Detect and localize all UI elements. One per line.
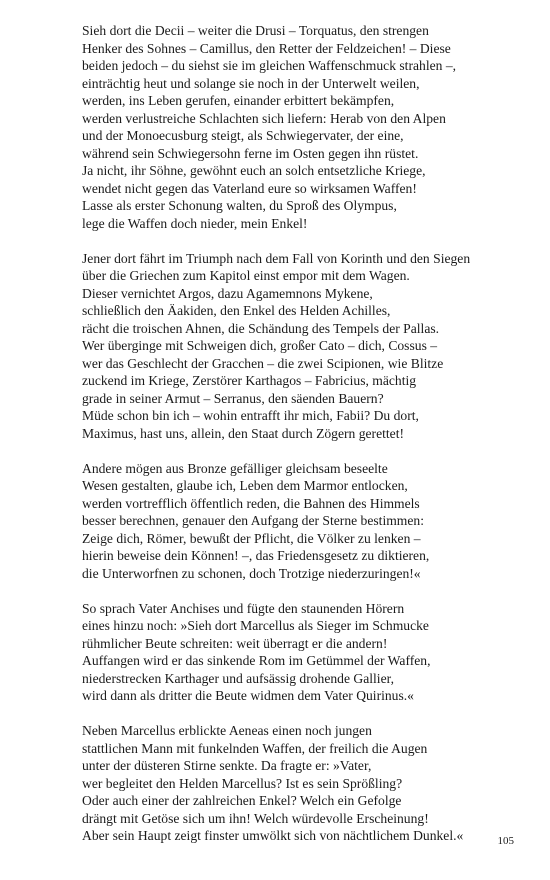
text-line: Zeige dich, Römer, bewußt der Pflicht, die Völker zu lenken – [82, 530, 421, 546]
text-line: wer begleitet den Helden Marcellus? Ist es sein Sprößling? [82, 775, 403, 791]
text-line: Neben Marcellus erblickte Aeneas einen noch jungen [82, 723, 372, 738]
text-line: Auffangen wird er das sinkende Rom im Getümmel der Waffen, [82, 653, 431, 668]
stanza [82, 22, 522, 232]
text-line: wer das Geschlecht der Gracchen – die zwei Scipionen, wie Blitze [82, 355, 444, 371]
text-line: Müde schon bin ich – wohin entrafft ihr mich, Fabii? Du dort, [82, 408, 419, 423]
text-line: die Unterworfnen zu schonen, doch Trotzige niederzuringen!« [82, 565, 421, 581]
text-line: So sprach Vater Anchises und fügte den staunenden Hörern [82, 600, 405, 616]
text-line: werden verlustreiche Schlachten sich liefern: Herab von den Alpen [82, 110, 446, 126]
text-line: Lasse als erster Schonung walten, du Sproß des Olympus, [82, 198, 397, 213]
text-line: rächt die troischen Ahnen, die Schändung des Tempels der Pallas. [82, 320, 440, 336]
text-line: Jener dort fährt im Triumph nach dem Fall von Korinth und den Siegen [82, 250, 471, 266]
text-line: drängt mit Getöse sich um ihn! Welch würdevolle Erscheinung! [82, 810, 429, 826]
text-line: Maximus, hast uns, allein, den Staat durch Zögern gerettet! [82, 425, 405, 441]
text-line: über die Griechen zum Kapitol einst empor mit dem Wagen. [82, 268, 410, 283]
text-line: wird dann als dritter die Beute widmen dem Vater Quirinus.« [82, 688, 414, 703]
text-line: rühmlicher Beute schreiten: weit überragt er die andern! [82, 635, 388, 651]
stanza [82, 600, 522, 705]
text-line: einträchtig heut und solange sie noch in der Unterwelt weilen, [82, 75, 420, 91]
stanza [82, 250, 522, 443]
text-line: werden, ins Leben gerufen, einander erbittert bekämpfen, [82, 93, 395, 108]
text-line: Andere mögen aus Bronze gefälliger gleichsam beseelte [82, 460, 388, 476]
text-line: grade in seiner Armut – Serranus, den säenden Bauern? [82, 390, 384, 406]
text-line: und der Monoecusburg steigt, als Schwiegervater, der eine, [82, 128, 404, 143]
text-line: Wesen gestalten, glaube ich, Leben dem Marmor entlocken, [82, 478, 408, 493]
text-line: zuckend im Kriege, Zerstörer Karthagos – Fabricius, mächtig [82, 373, 417, 388]
stanza [82, 722, 522, 845]
poem-text [82, 22, 522, 862]
text-line: Dieser vernichtet Argos, dazu Agamemnons Mykene, [82, 285, 373, 301]
text-line: Aber sein Haupt zeigt finster umwölkt sich von nächtlichem Dunkel.« [82, 828, 464, 843]
text-line: lege die Waffen doch nieder, mein Enkel! [82, 215, 308, 231]
text-line: schließlich den Äakiden, den Enkel des Helden Achilles, [82, 303, 391, 318]
text-line: Oder auch einer der zahlreichen Enkel? Welch ein Gefolge [82, 793, 402, 808]
text-line: beiden jedoch – du siehst sie im gleichen Waffenschmuck strahlen –, [82, 58, 457, 73]
text-line: eines hinzu noch: »Sieh dort Marcellus als Sieger im Schmucke [82, 618, 429, 633]
text-line: Sieh dort die Decii – weiter die Drusi – Torquatus, den strengen [82, 23, 429, 38]
text-line: niederstrecken Karthager und aufsässig drohende Gallier, [82, 670, 394, 686]
text-line: werden vortrefflich öffentlich reden, die Bahnen des Himmels [82, 495, 420, 511]
text-line: Ja nicht, ihr Söhne, gewöhnt euch an solch entsetzliche Kriege, [82, 163, 426, 178]
text-line: stattlichen Mann mit funkelnden Waffen, der freilich die Augen [82, 740, 428, 756]
page-number: 105 [497, 835, 514, 847]
text-line: hierin beweise dein Können! –, das Friedensgesetz zu diktieren, [82, 548, 430, 563]
stanza [82, 460, 522, 583]
text-line: wendet nicht gegen das Vaterland eure so wirksamen Waffen! [82, 180, 417, 196]
text-line: besser berechnen, genauer den Aufgang der Sterne bestimmen: [82, 513, 424, 528]
text-line: Wer überginge mit Schweigen dich, großer Cato – dich, Cossus – [82, 338, 438, 353]
text-line: unter der düsteren Stirne senkte. Da fragte er: »Vater, [82, 758, 372, 773]
text-line: Henker des Sohnes – Camillus, den Retter der Feldzeichen! – Diese [82, 40, 451, 56]
text-line: während sein Schwiegersohn ferne im Osten gegen ihn rüstet. [82, 145, 419, 161]
